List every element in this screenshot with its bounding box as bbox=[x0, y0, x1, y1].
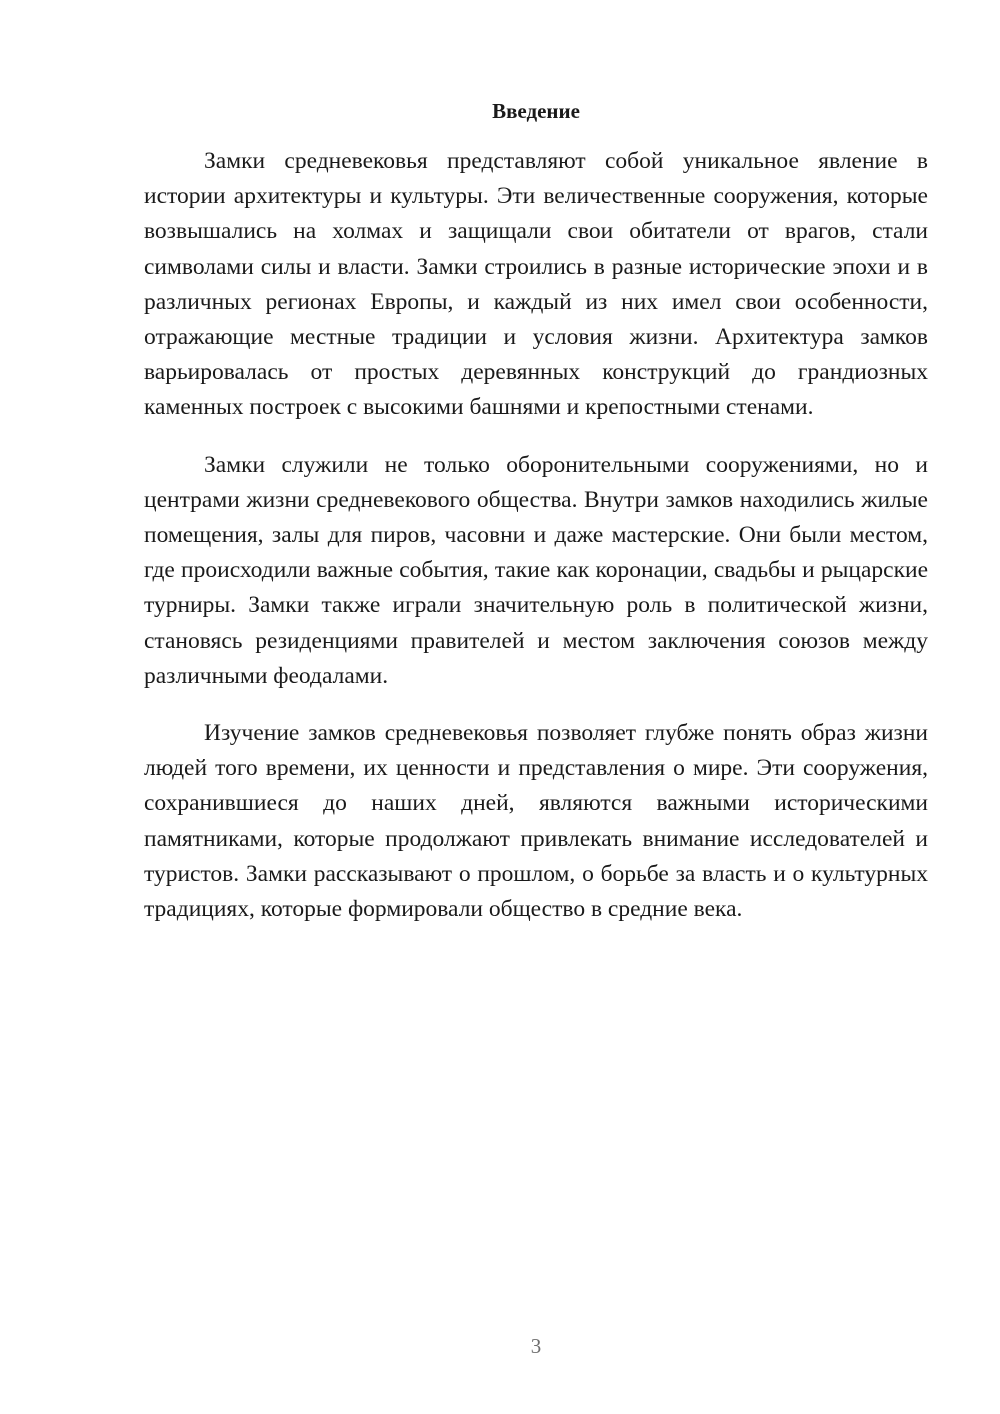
paragraph-2: Замки служили не только оборонительными сооружениями, но и центрами жизни средневекового общества. Внутри замков находились жилые помещения, залы для пиров, часовни и даже мастерские. Они были местом, где происходили важные события, такие как коронации, свадьбы и рыцарские турниры. Замки также играли значительную роль в политической жизни, становясь резиденциями правителей и местом заключения союзов между различными феодалами. bbox=[144, 451, 928, 689]
paragraph-1: Замки средневековья представляют собой уникальное явление в истории архитектуры и культуры. Эти величественные сооружения, которые возвышались на холмах и защищали свои обитатели от врагов, стали символами силы и власти. Замки строились в разные исторические эпохи и в различных регионах Европы, и каждый из них имел свои особенности, отражающие местные традиции и условия жизни. Архитектура замков варьировалась от простых деревянных конструкций до грандиозных каменных построек с высокими башнями и крепостными стенами. bbox=[144, 148, 928, 421]
body-text bbox=[144, 144, 928, 949]
page-number: 3 bbox=[530, 1334, 542, 1358]
page-title: Введение bbox=[492, 99, 580, 123]
paragraph-3: Изучение замков средневековья позволяет глубже понять образ жизни людей того времени, их ценности и представления о мире. Эти сооружения, сохранившиеся до наших дней, являются важными историческими памятниками, которые продолжают привлекать внимание исследователей и туристов. Замки рассказывают о прошлом, о борьбе за власть и о культурных традициях, которые формировали общество в средние века. bbox=[144, 720, 928, 923]
